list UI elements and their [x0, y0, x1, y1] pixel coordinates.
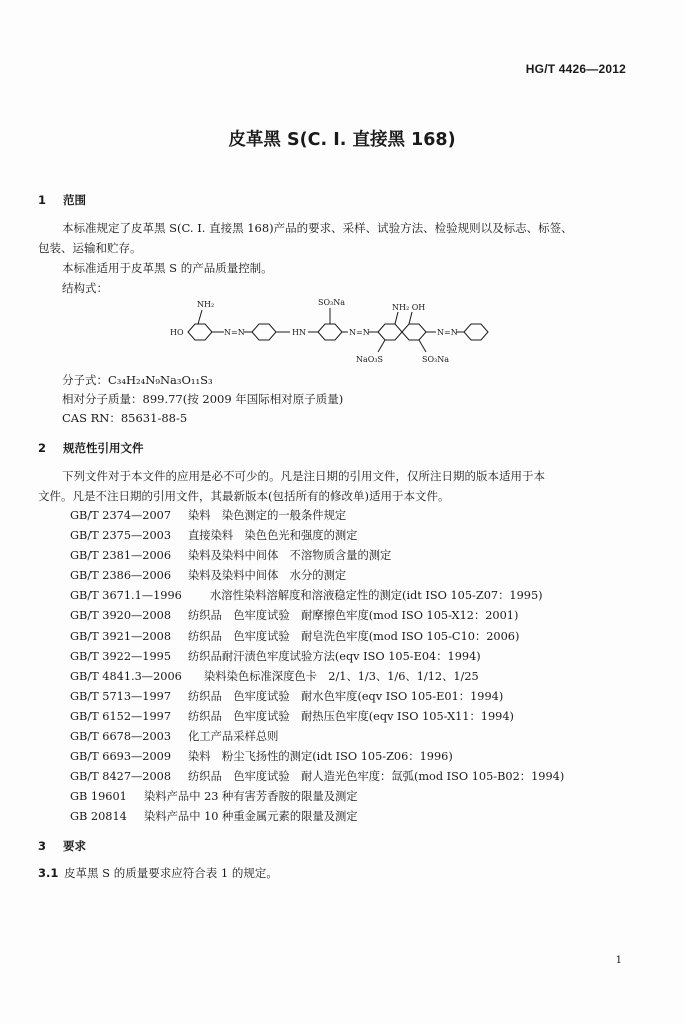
structure-label-azo1: N=N: [224, 328, 245, 337]
reference-item: [70, 687, 564, 707]
molecular-formula: 分子式：C₃₄H₂₄N₉Na₃O₁₁S₃: [62, 373, 213, 387]
structure-label-ho: HO: [170, 328, 184, 337]
reference-code: GB/T 6678—2003: [70, 730, 172, 744]
reference-item: [70, 667, 564, 687]
reference-item: [70, 787, 564, 807]
section-number: 3: [38, 839, 47, 853]
reference-item: [70, 747, 564, 767]
clause-number: 3.1: [38, 866, 59, 880]
reference-item: [70, 526, 564, 546]
scope-applicability: 本标准适用于皮革黑 S 的产品质量控制。: [62, 261, 273, 275]
reference-title: 染料 染色测定的一般条件规定: [188, 509, 347, 522]
page-title: 皮革黑 S(C. I. 直接黑 168): [228, 130, 456, 150]
reference-title: 纺织品 色牢度试验 耐皂洗色牢度(mod ISO 105-C10：2006): [188, 629, 520, 643]
structure-label-so3na-top: SO₃Na: [318, 298, 346, 307]
reference-item: [70, 586, 564, 606]
standard-code: HG/T 4426—2012: [525, 62, 626, 76]
page-number: 1: [615, 955, 622, 966]
scope-text-line1: 本标准规定了皮革黑 S(C. I. 直接黑 168)产品的要求、采样、试验方法、检验规则以及标志、标签、: [62, 221, 573, 235]
reference-title: 染料 粉尘飞扬性的测定(idt ISO 105-Z06：1996): [188, 750, 453, 764]
reference-item: [70, 506, 564, 526]
section-heading-normative: [38, 440, 144, 456]
reference-title: 染料产品中 23 种有害芳香胺的限量及测定: [144, 790, 358, 804]
reference-item: [70, 606, 564, 626]
reference-code: GB/T 3671.1—1996: [70, 589, 182, 603]
scope-paragraph-cont: [38, 238, 638, 258]
reference-code: GB/T 5713—1997: [70, 689, 172, 703]
reference-item: [70, 546, 564, 566]
reference-title: 纺织品 色牢度试验 耐人造光色牢度：氙弧(mod ISO 105-B02：1994): [188, 770, 565, 784]
reference-title: 染料及染料中间体 水分的测定: [188, 569, 347, 583]
reference-title: 纺织品 色牢度试验 耐热压色牢度(eqv ISO 105-X11：1994): [188, 709, 514, 723]
reference-code: GB/T 6693—2009: [70, 750, 172, 764]
section-title: 规范性引用文件: [63, 441, 144, 455]
reference-code: GB/T 2374—2007: [70, 509, 172, 522]
reference-item: [70, 707, 564, 727]
structure-label-nh2oh: NH₂ OH: [392, 303, 426, 312]
molecular-weight: 相对分子质量：899.77(按 2009 年国际相对原子质量): [62, 392, 344, 406]
reference-item: [70, 807, 564, 827]
clause-text: 皮革黑 S 的质量要求应符合表 1 的规定。: [64, 866, 278, 880]
section-number: 2: [38, 441, 47, 455]
scope-paragraph: [38, 218, 638, 238]
structure-label: 结构式：: [62, 281, 108, 295]
reference-item: [70, 727, 564, 747]
structure-label-hn: HN: [292, 328, 306, 337]
reference-title: 纺织品 色牢度试验 耐水色牢度(eqv ISO 105-E01：1994): [188, 689, 504, 703]
reference-item: [70, 627, 564, 647]
reference-item: [70, 767, 564, 787]
normative-intro-cont: [38, 486, 638, 506]
reference-title: 染料染色标准深度色卡 2/1、1/3、1/6、1/12、1/25: [204, 669, 479, 683]
normative-intro-line2: 文件。凡是不注日期的引用文件，其最新版本(包括所有的修改单)适用于本文件。: [38, 489, 450, 503]
reference-title: 染料及染料中间体 不溶物质含量的测定: [188, 549, 392, 563]
structure-label-naso3s: NaO₃S: [356, 355, 384, 364]
reference-code: GB/T 2386—2006: [70, 569, 172, 583]
reference-code: GB/T 2375—2003: [70, 529, 172, 543]
reference-code: GB 19601: [70, 790, 127, 804]
reference-code: GB/T 6152—1997: [70, 709, 172, 723]
section-heading-scope: [38, 192, 86, 208]
requirement-clause: [38, 865, 278, 881]
reference-code: GB/T 3920—2008: [70, 609, 172, 623]
reference-item: [70, 566, 564, 586]
reference-code: GB/T 8427—2008: [70, 770, 172, 784]
section-heading-requirements: [38, 838, 86, 854]
cas-number: CAS RN：85631-88-5: [62, 411, 188, 425]
reference-code: GB/T 3922—1995: [70, 649, 172, 663]
reference-code: GB/T 2381—2006: [70, 549, 172, 563]
normative-intro-line1: 下列文件对于本文件的应用是必不可少的。凡是注日期的引用文件，仅所注日期的版本适用于本: [62, 469, 545, 483]
reference-title: 直接染料 染色色光和强度的测定: [188, 529, 358, 543]
reference-code: GB 20814: [70, 810, 127, 824]
reference-code: GB/T 4841.3—2006: [70, 669, 182, 683]
section-number: 1: [38, 193, 47, 207]
structure-label-nh2: NH₂: [197, 300, 215, 309]
reference-title: 水溶性染料溶解度和溶液稳定性的测定(idt ISO 105-Z07：1995): [210, 589, 543, 603]
reference-code: GB/T 3921—2008: [70, 629, 172, 643]
structural-formula: [160, 296, 520, 368]
section-title: 范围: [63, 193, 86, 207]
structure-label-so3na-bottom: SO₃Na: [422, 355, 450, 364]
normative-intro: [38, 466, 638, 486]
reference-title: 纺织品耐汗渍色牢度试验方法(eqv ISO 105-E04：1994): [188, 649, 481, 663]
reference-title: 纺织品 色牢度试验 耐摩擦色牢度(mod ISO 105-X12：2001): [188, 609, 519, 623]
reference-item: [70, 647, 564, 667]
reference-title: 化工产品采样总则: [188, 730, 279, 744]
structure-label-azo2: N=N: [349, 328, 370, 337]
section-title: 要求: [63, 839, 86, 853]
structure-label-azo3: N=N: [437, 328, 458, 337]
scope-text-line2: 包装、运输和贮存。: [38, 241, 142, 255]
reference-title: 染料产品中 10 种重金属元素的限量及测定: [144, 810, 358, 824]
reference-list: [70, 506, 564, 828]
